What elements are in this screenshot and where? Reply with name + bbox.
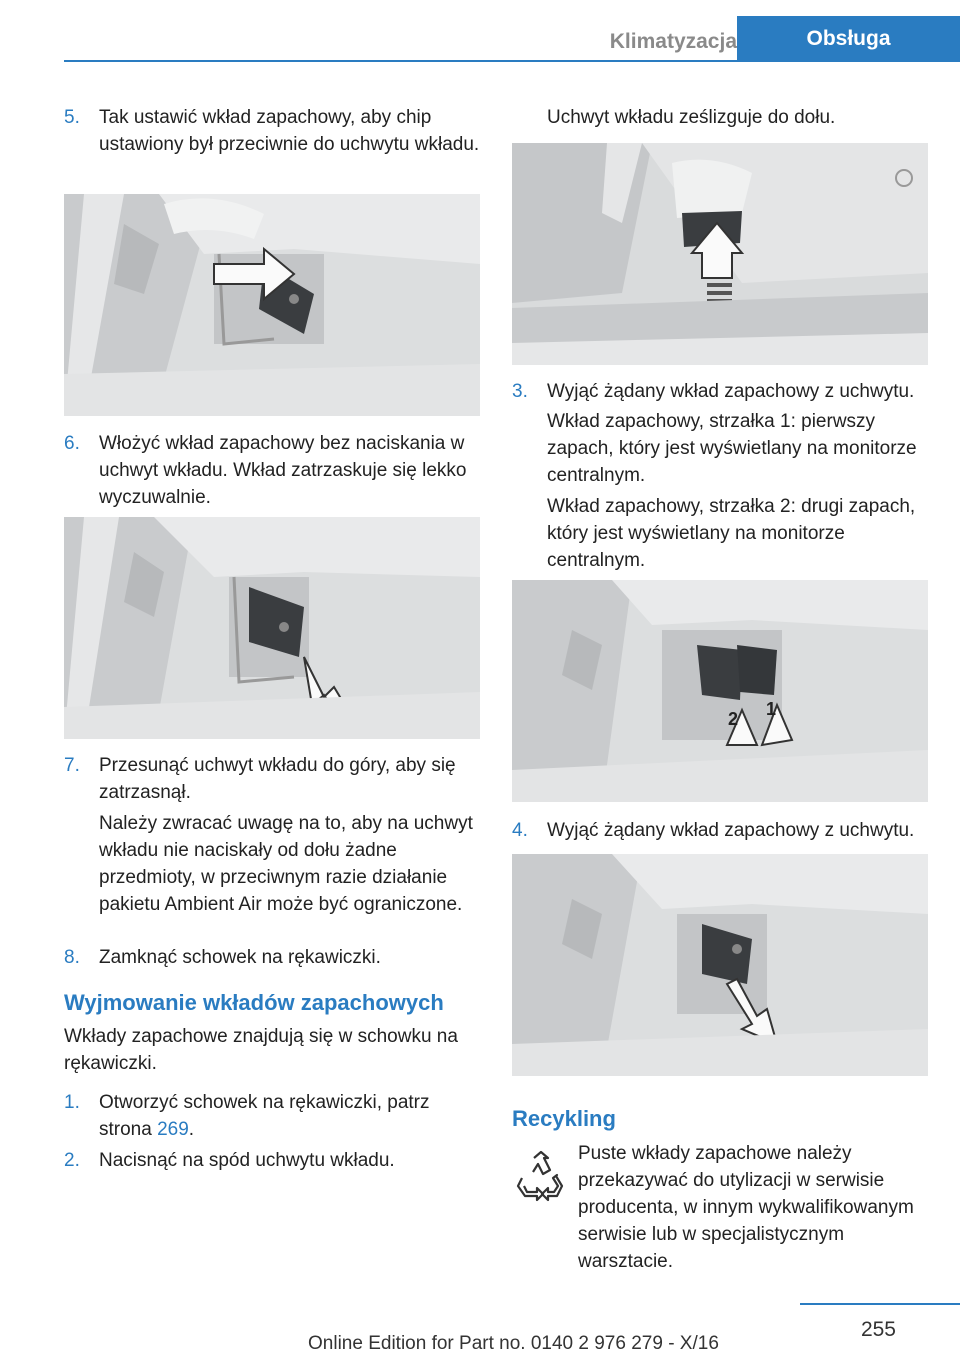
step-6 — [64, 430, 480, 511]
header-section-tab[interactable]: Klimatyzacja — [609, 30, 737, 53]
step-1 — [64, 1089, 480, 1143]
arrow-label-1: 1 — [766, 699, 777, 719]
step-3-note-1: Wkład zapachowy, strzałka 1: pierwszy zapach, który jest wyświetlany na monitorze centralnym. — [547, 411, 917, 486]
header-active-tab[interactable]: Obsługa — [737, 16, 960, 62]
photo-holder-down — [512, 143, 928, 365]
step-text: Włożyć wkład zapachowy bez naciskania w uchwyt wkładu. Wkład zatrzaskuje się lekko wyczuwalnie. — [99, 433, 467, 508]
step-2 — [64, 1147, 480, 1174]
step-1-after: . — [188, 1119, 195, 1140]
step-8 — [64, 944, 480, 971]
step-text: Wyjąć żądany wkład zapachowy z uchwytu. — [547, 381, 915, 402]
step-number: 4. — [512, 820, 528, 841]
arrow-label-2: 2 — [728, 709, 739, 729]
step-5 — [64, 104, 480, 158]
page-header — [64, 0, 960, 62]
photo-remove-insert — [512, 854, 928, 1076]
step-3 — [512, 378, 928, 405]
step-7 — [64, 752, 480, 806]
step-7-note: Należy zwracać uwagę na to, aby na uchwyt wkładu nie naciskały od dołu żadne przedmioty, w przeciwnym razie działanie pakietu Ambient Air może być ograniczone. — [99, 813, 473, 915]
photo-insert-holder — [64, 517, 480, 739]
section-title: Wyjmowanie wkładów zapachowych — [64, 990, 444, 1015]
photo-two-inserts — [512, 580, 928, 802]
step-1-text: Otworzyć schowek na rękawiczki, patrz strona — [99, 1092, 430, 1140]
step-number: 3. — [512, 381, 528, 402]
recycle-text — [512, 1140, 928, 1275]
step-text — [99, 1089, 480, 1143]
step-number: 2. — [64, 1150, 80, 1171]
step-text: Zamknąć schowek na rękawiczki. — [99, 947, 381, 968]
holder-slides-text: Uchwyt wkładu ześlizguje do dołu. — [547, 107, 836, 128]
step-4 — [512, 817, 928, 844]
step-text: Przesunąć uchwyt wkładu do góry, aby się zatrzasnął. — [99, 755, 456, 803]
page-link[interactable]: 269 — [157, 1119, 189, 1140]
step-number: 6. — [64, 433, 80, 454]
step-text: Nacisnąć na spód uchwytu wkładu. — [99, 1150, 395, 1171]
step-3-note-2: Wkład zapachowy, strzałka 2: drugi zapach, który jest wyświetlany na monitorze centralnym. — [547, 496, 916, 571]
step-number: 1. — [64, 1092, 80, 1113]
edition-text: Online Edition for Part no. 0140 2 976 279 - X/16 — [308, 1333, 719, 1354]
step-number: 5. — [64, 107, 80, 128]
step-text: Wyjąć żądany wkład zapachowy z uchwytu. — [547, 820, 915, 841]
step-number: 8. — [64, 947, 80, 968]
recycle-text-body: Puste wkłady zapachowe należy przekazywać do utylizacji w serwisie producenta, w innym wykwalifikowanym serwisie lub w specjalistycznym warsztacie. — [578, 1143, 914, 1272]
footer-rule — [800, 1303, 960, 1305]
section-intro: Wkłady zapachowe znajdują się w schowku na rękawiczki. — [64, 1026, 458, 1074]
photo-insert-chip — [64, 194, 480, 416]
step-number: 7. — [64, 755, 80, 776]
page-number: 255 — [860, 1318, 896, 1341]
recycle-title: Recykling — [512, 1106, 616, 1131]
step-text: Tak ustawić wkład zapachowy, aby chip ustawiony był przeciwnie do uchwytu wkładu. — [99, 107, 480, 155]
